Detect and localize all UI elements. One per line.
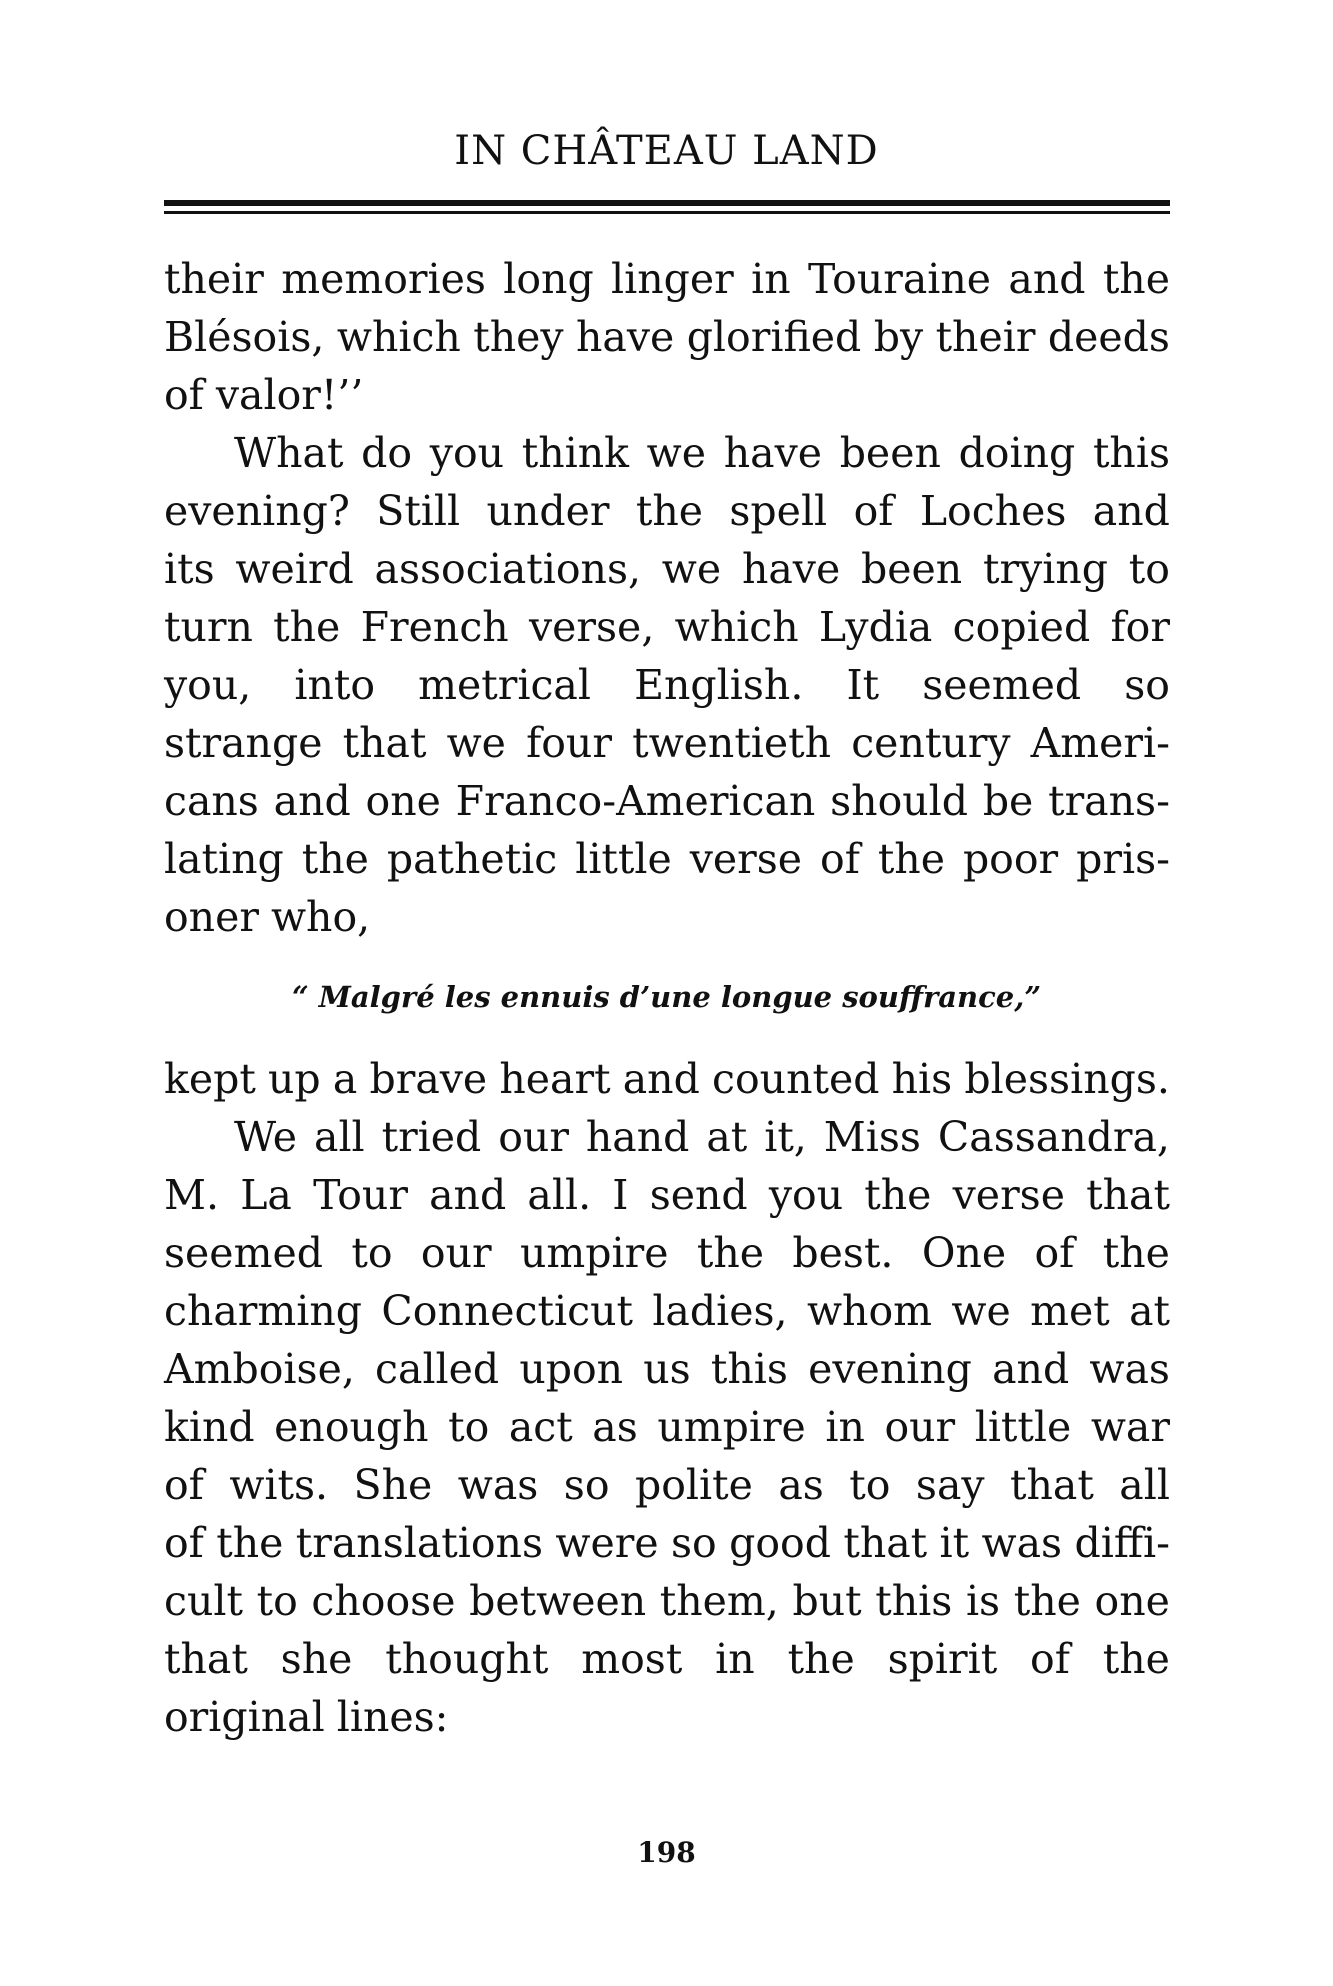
word: was [981,1519,1063,1567]
word: Touraine [807,255,992,303]
word: between [469,1577,647,1625]
text-line [164,1340,1170,1398]
text-line [164,1688,1170,1746]
word: they [473,313,564,361]
word: spell [729,487,828,535]
word: met [1030,1287,1110,1335]
word: strange [164,719,323,767]
word: the [301,835,369,883]
word: and [1092,487,1170,535]
text-line [164,830,1170,888]
word: at [706,1113,748,1161]
word: pris- [1076,835,1170,883]
word: it [939,1519,970,1567]
word: Ameri- [1030,719,1170,767]
word: upon [519,1345,624,1393]
text-line [164,888,1170,946]
word: to [849,1461,891,1509]
word: M. [164,1171,220,1219]
word: their [164,255,264,303]
word: called [375,1345,500,1393]
word: act [508,1403,573,1451]
word: for [1110,603,1170,651]
word: One [921,1229,1007,1277]
text-line [164,1398,1170,1456]
word: the [696,1229,765,1277]
word: evening [808,1345,972,1393]
word: best. [792,1229,894,1277]
word: whom [806,1287,932,1335]
word: French [360,603,509,651]
paragraph-3 [164,1050,1170,1108]
word: under [486,487,610,535]
word: umpire [657,1403,806,1451]
word: so [671,1519,717,1567]
word: spirit [887,1635,998,1683]
word: of [1030,1635,1070,1683]
word: that [843,1519,928,1567]
word: deeds [1047,313,1170,361]
word: verse, [528,603,655,651]
word: weird [235,545,354,593]
word: to [351,1229,393,1277]
word: of [1034,1229,1075,1277]
word: as [778,1461,824,1509]
text-line [164,1050,1170,1108]
word: cult [164,1577,243,1625]
word: it, [764,1113,807,1161]
word: evening? [164,487,350,535]
text-line [164,1108,1170,1166]
word: should [830,777,969,825]
word: associations, [374,545,642,593]
word: which [336,313,461,361]
word: choose [311,1577,456,1625]
word: of [164,1519,204,1567]
word: La [240,1171,292,1219]
word: the [1102,255,1170,303]
word: that [1086,1171,1170,1219]
word: kind [164,1403,255,1451]
word: them, [659,1577,779,1625]
word: that [342,719,427,767]
body-text-upper [164,250,1170,946]
word: English. [634,661,804,709]
word: the [864,1171,932,1219]
text-line [164,598,1170,656]
word: heart [499,1055,611,1103]
word: a [332,1055,358,1103]
word: have [741,545,841,593]
text-line [164,1514,1170,1572]
paragraph-1 [164,250,1170,424]
word: but [792,1577,862,1625]
word: poor [962,835,1059,883]
text-line [164,1166,1170,1224]
text-line [164,540,1170,598]
text-line [164,1456,1170,1514]
word: as [592,1403,638,1451]
word: oner [164,893,259,941]
word: we [646,429,707,477]
word: in [715,1635,755,1683]
word: the [787,1635,855,1683]
word: linger [611,255,734,303]
word: verse [689,835,803,883]
word: and [992,1345,1070,1393]
word: turn [164,603,253,651]
word: glorified [686,313,862,361]
text-line [164,772,1170,830]
word: translations [295,1519,544,1567]
word: our [498,1113,569,1161]
word: have [575,313,675,361]
word: to [448,1403,490,1451]
word: you, [164,661,252,709]
word: have [723,429,822,477]
word: which [674,603,799,651]
word: four [526,719,612,767]
word: trans- [1048,777,1170,825]
word: century [851,719,1011,767]
word: she [280,1635,353,1683]
word: send [649,1171,748,1219]
word: Loches [919,487,1067,535]
word: enough [274,1403,429,1451]
word: we [661,545,722,593]
word: was [457,1461,539,1509]
word: do [361,429,413,477]
word: our [420,1229,492,1277]
word: to [256,1577,298,1625]
word: and [622,1055,700,1103]
word: doing [958,429,1076,477]
word: metrical [418,661,591,709]
word: into [294,661,376,709]
word: the [273,603,341,651]
word: is [965,1577,1001,1625]
word: the [1102,1229,1170,1277]
word: charming [164,1287,363,1335]
word: all [1119,1461,1170,1509]
word: of [820,835,860,883]
word: Miss [823,1113,921,1161]
word: so [563,1461,610,1509]
text-line [164,714,1170,772]
word: in [825,1403,865,1451]
word: little [575,835,672,883]
word: good [729,1519,831,1567]
word: Tour [313,1171,408,1219]
word: long [503,255,594,303]
word: we [446,719,506,767]
word: trying [982,545,1108,593]
word: We [234,1113,298,1161]
word: all [314,1113,365,1161]
word: lines: [336,1693,449,1741]
text-line [164,424,1170,482]
word: Cassandra, [937,1113,1170,1161]
word: valor!’’ [215,371,364,419]
word: and [1008,255,1086,303]
word: Connecticut [381,1287,633,1335]
word: memories [281,255,486,303]
word: this [710,1345,788,1393]
word: polite [634,1461,753,1509]
word: kept [164,1055,256,1103]
word: that [164,1635,248,1683]
word: ladies, [652,1287,788,1335]
word: seemed [164,1229,323,1277]
word: thought [385,1635,549,1683]
word: umpire [519,1229,669,1277]
text-line [164,308,1170,366]
word: who, [270,893,371,941]
word: our [884,1403,956,1451]
word: at [1129,1287,1170,1335]
text-line [164,1630,1170,1688]
word: one [1094,1577,1170,1625]
word: their [935,313,1036,361]
word: his [891,1055,953,1103]
word: lating [164,835,284,883]
word: She [353,1461,433,1509]
body-text-lower [164,1050,1170,1746]
word: the [1102,1635,1170,1683]
running-head: IN CHÂTEAU LAND [454,128,879,174]
word: that [1010,1461,1094,1509]
text-line [164,1572,1170,1630]
word: to [1128,545,1170,593]
word: little [974,1403,1072,1451]
word: us [643,1345,691,1393]
word: Still [376,487,461,535]
word: be [982,777,1034,825]
word: most [581,1635,683,1683]
word: its [164,545,215,593]
word: wits. [229,1461,329,1509]
word: seemed [922,661,1082,709]
header-rule-thin [164,211,1170,214]
text-line [164,1224,1170,1282]
word: I [612,1171,629,1219]
word: been [861,545,963,593]
french-verse-quotation: “ Malgré les ennuis d’une longue souffrance,” [291,980,1042,1014]
word: verse [952,1171,1065,1219]
word: twentieth [632,719,832,767]
word: pathetic [386,835,558,883]
word: you [768,1171,844,1219]
word: original [164,1693,325,1741]
word: of [164,1461,204,1509]
word: Blésois, [164,313,325,361]
text-line [164,482,1170,540]
word: we [951,1287,1011,1335]
word: hand [585,1113,690,1161]
word: the [216,1519,284,1567]
text-line [164,1282,1170,1340]
word: Amboise, [164,1345,355,1393]
word: say [915,1461,985,1509]
word: one [365,777,441,825]
word: all. [527,1171,592,1219]
word: the [1013,1577,1081,1625]
word: Franco-American [455,777,816,825]
word: and [273,777,351,825]
word: of [853,487,894,535]
text-line [164,366,1170,424]
word: so [1124,661,1170,709]
word: copied [952,603,1091,651]
word: the [635,487,703,535]
word: brave [369,1055,488,1103]
word: It [846,661,880,709]
word: was [1089,1345,1170,1393]
word: were [555,1519,659,1567]
word: What [234,429,344,477]
word: war [1090,1403,1170,1451]
paragraph-4 [164,1108,1170,1746]
word: counted [712,1055,880,1103]
word: up [268,1055,321,1103]
text-line [164,250,1170,308]
word: blessings. [964,1055,1170,1103]
paragraph-2 [164,424,1170,946]
word: this [1092,429,1170,477]
text-line [164,656,1170,714]
page-number: 198 [637,1836,696,1869]
word: you [429,429,505,477]
word: diffi- [1074,1519,1170,1567]
word: cans [164,777,259,825]
word: by [873,313,924,361]
word: Lydia [818,603,933,651]
word: in [751,255,791,303]
word: and [429,1171,507,1219]
word: of [164,371,204,419]
word: the [877,835,945,883]
header-rule-thick [164,200,1170,206]
word: think [521,429,629,477]
word: been [839,429,941,477]
word: this [875,1577,953,1625]
word: tried [381,1113,482,1161]
